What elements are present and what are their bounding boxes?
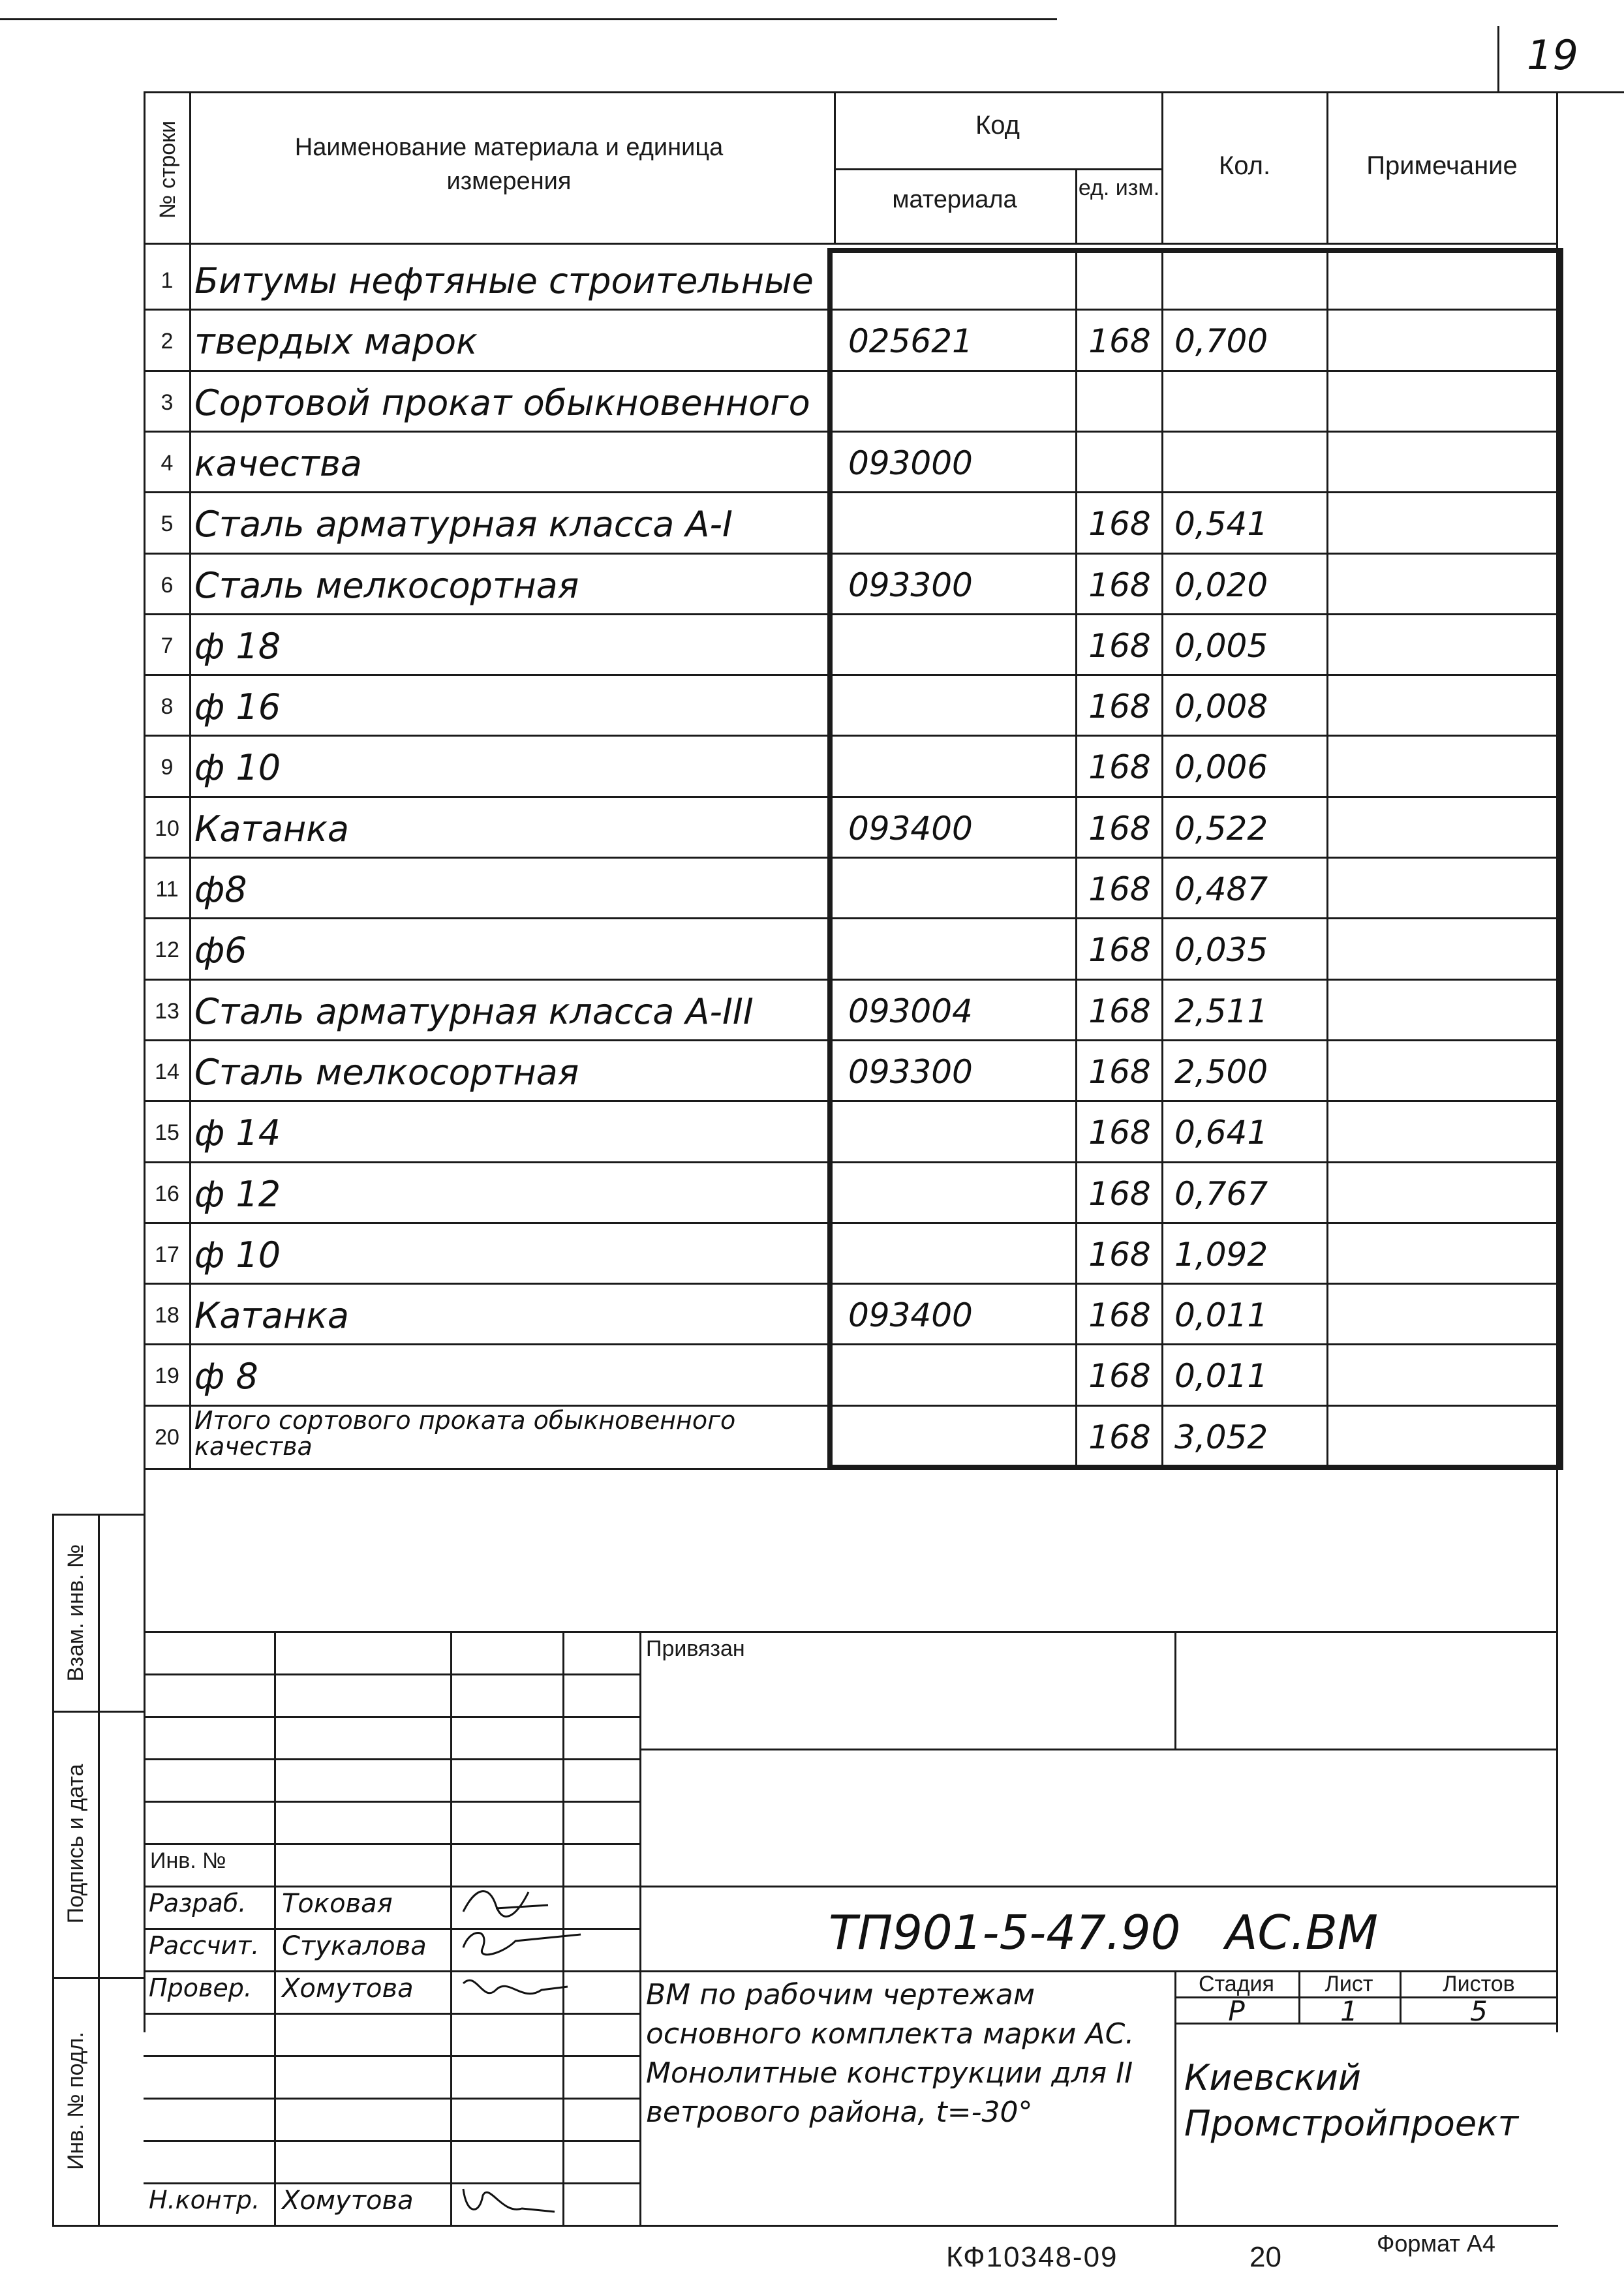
row-number: 4 bbox=[161, 451, 174, 476]
row-number: 16 bbox=[155, 1182, 179, 1206]
row-unit: 168 bbox=[1088, 1236, 1151, 1274]
row-qty: 0,641 bbox=[1174, 1114, 1268, 1152]
row-separator bbox=[144, 1161, 1558, 1163]
row-material: Сталь арматурная класса А-III bbox=[194, 991, 754, 1032]
row-code bbox=[848, 494, 1070, 551]
privyazan-label: Привязан bbox=[646, 1636, 745, 1661]
row-unit bbox=[1078, 251, 1161, 307]
row-qty: 1,092 bbox=[1174, 1236, 1268, 1274]
footer-number: 20 bbox=[1249, 2241, 1281, 2273]
row-number: 12 bbox=[155, 938, 179, 962]
prover-role: Провер. bbox=[149, 1974, 252, 2002]
row-material: ф 8 bbox=[194, 1356, 258, 1397]
row-number: 3 bbox=[161, 390, 174, 415]
row-separator bbox=[144, 1283, 1558, 1285]
row-qty bbox=[1174, 251, 1325, 307]
row-qty: 2,500 bbox=[1174, 1053, 1268, 1091]
row-separator bbox=[144, 1343, 1558, 1345]
row-material: ф 10 bbox=[194, 747, 281, 788]
row-code: 093400 bbox=[848, 810, 973, 848]
header-code: Код bbox=[975, 111, 1020, 140]
row-unit: 168 bbox=[1088, 505, 1151, 543]
row-separator bbox=[144, 370, 1558, 372]
row-code bbox=[848, 1407, 1070, 1464]
doc-code: ТП901-5-47.90 АС.ВМ bbox=[829, 1905, 1379, 1960]
row-number: 17 bbox=[155, 1242, 179, 1267]
row-qty: 0,035 bbox=[1174, 931, 1268, 969]
row-separator bbox=[144, 857, 1558, 859]
row-code bbox=[848, 920, 1070, 977]
row-unit: 168 bbox=[1088, 566, 1151, 604]
row-qty bbox=[1174, 433, 1325, 490]
row-code bbox=[848, 251, 1070, 307]
row-unit: 168 bbox=[1088, 627, 1151, 665]
prover-name: Хомутова bbox=[282, 1974, 414, 2004]
row-qty: 3,052 bbox=[1174, 1418, 1268, 1456]
row-code: 093400 bbox=[848, 1296, 973, 1334]
row-number: 15 bbox=[155, 1120, 179, 1145]
signature-2 bbox=[457, 1921, 587, 1967]
row-number: 18 bbox=[155, 1303, 179, 1328]
page-number: 19 bbox=[1527, 31, 1578, 79]
row-unit: 168 bbox=[1088, 1357, 1151, 1395]
row-separator bbox=[144, 431, 1558, 433]
header-row-number: № строки bbox=[155, 120, 180, 219]
row-unit: 168 bbox=[1088, 1296, 1151, 1334]
row-code bbox=[848, 616, 1070, 673]
row-separator bbox=[144, 553, 1558, 555]
row-unit: 168 bbox=[1088, 870, 1151, 908]
row-material: ф 16 bbox=[194, 686, 281, 727]
row-material: Сталь мелкосортная bbox=[194, 1052, 579, 1093]
row-qty bbox=[1174, 373, 1325, 429]
row-code: 093000 bbox=[848, 444, 973, 482]
row-unit: 168 bbox=[1088, 1418, 1151, 1456]
row-unit: 168 bbox=[1088, 748, 1151, 786]
row-unit: 168 bbox=[1088, 931, 1151, 969]
row-unit: 168 bbox=[1088, 992, 1151, 1030]
row-material: Битумы нефтяные строительные bbox=[194, 260, 814, 301]
row-number: 11 bbox=[155, 877, 179, 902]
row-number: 8 bbox=[161, 694, 174, 719]
row-code bbox=[848, 1225, 1070, 1281]
row-number: 5 bbox=[161, 512, 174, 536]
row-unit: 168 bbox=[1088, 810, 1151, 848]
organization: Киевский Промстройпроект bbox=[1184, 2057, 1519, 2144]
row-unit: 168 bbox=[1088, 322, 1151, 360]
archive-number: КФ10348-09 bbox=[946, 2241, 1118, 2273]
row-code bbox=[848, 737, 1070, 794]
row-separator bbox=[144, 491, 1558, 493]
inv-no-label: Инв. № bbox=[150, 1848, 226, 1873]
row-code bbox=[848, 1346, 1070, 1403]
row-qty: 0,006 bbox=[1174, 748, 1268, 786]
row-qty: 0,522 bbox=[1174, 810, 1268, 848]
sheets-label: Листов bbox=[1443, 1972, 1515, 1996]
row-unit: 168 bbox=[1088, 688, 1151, 726]
row-separator bbox=[144, 1405, 1558, 1407]
row-separator bbox=[144, 1039, 1558, 1041]
row-qty: 0,487 bbox=[1174, 870, 1268, 908]
row-code bbox=[848, 373, 1070, 429]
row-material: Катанка bbox=[194, 808, 349, 849]
row-code: 093300 bbox=[848, 566, 973, 604]
row-separator bbox=[144, 1222, 1558, 1224]
row-code bbox=[848, 677, 1070, 733]
nkontr-name: Хомутова bbox=[282, 2186, 414, 2216]
sheet-label: Лист bbox=[1325, 1972, 1373, 1996]
nkontr-role: Н.контр. bbox=[149, 2186, 260, 2214]
sheet-value: 1 bbox=[1340, 1995, 1358, 2027]
row-qty: 0,005 bbox=[1174, 627, 1268, 665]
row-unit bbox=[1078, 373, 1161, 429]
row-material: ф 12 bbox=[194, 1174, 281, 1215]
header-code-unit: ед. изм. bbox=[1078, 176, 1160, 200]
side-label-podpis: Подпись и дата bbox=[63, 1764, 88, 1924]
row-number: 2 bbox=[161, 329, 174, 354]
row-separator bbox=[144, 309, 1558, 311]
row-qty: 0,767 bbox=[1174, 1175, 1268, 1213]
row-material: твердых марок bbox=[194, 321, 478, 362]
format-label: Формат А4 bbox=[1377, 2230, 1495, 2257]
rasschit-name: Стукалова bbox=[282, 1931, 427, 1961]
row-separator bbox=[144, 674, 1558, 676]
row-unit bbox=[1078, 433, 1161, 490]
row-material: Сортовой прокат обыкновенного bbox=[194, 382, 810, 423]
row-material: ф6 bbox=[194, 930, 247, 971]
row-material: качества bbox=[194, 443, 362, 484]
row-number: 20 bbox=[155, 1425, 179, 1450]
row-qty: 0,008 bbox=[1174, 688, 1268, 726]
row-number: 14 bbox=[155, 1060, 179, 1084]
row-material: ф8 bbox=[194, 869, 247, 910]
row-qty: 0,011 bbox=[1174, 1296, 1268, 1334]
stage-label: Стадия bbox=[1199, 1972, 1274, 1996]
signature-3 bbox=[457, 1964, 574, 2009]
row-code bbox=[848, 1164, 1070, 1221]
row-number: 1 bbox=[161, 268, 174, 293]
row-qty: 0,700 bbox=[1174, 322, 1268, 360]
signature-4 bbox=[457, 2176, 561, 2225]
razrab-role: Разраб. bbox=[149, 1889, 247, 1918]
row-code: 025621 bbox=[848, 322, 973, 360]
row-qty: 0,011 bbox=[1174, 1357, 1268, 1395]
row-number: 7 bbox=[161, 634, 174, 658]
row-number: 6 bbox=[161, 573, 174, 598]
row-qty: 0,020 bbox=[1174, 566, 1268, 604]
row-separator bbox=[144, 917, 1558, 919]
row-material: Сталь мелкосортная bbox=[194, 565, 579, 606]
row-code bbox=[848, 859, 1070, 916]
header-name: Наименование материала и единица измерения bbox=[294, 134, 724, 195]
row-code: 093300 bbox=[848, 1053, 973, 1091]
side-label-inv: Инв. № подл. bbox=[63, 2032, 88, 2170]
row-unit: 168 bbox=[1088, 1175, 1151, 1213]
row-unit: 168 bbox=[1088, 1053, 1151, 1091]
row-material: Итого сортового проката обыкновенного качества bbox=[194, 1407, 736, 1461]
row-material: ф 14 bbox=[194, 1112, 281, 1154]
signature-1 bbox=[457, 1879, 561, 1925]
row-separator bbox=[144, 796, 1558, 798]
row-separator bbox=[144, 735, 1558, 737]
rasschit-role: Рассчит. bbox=[149, 1931, 260, 1960]
header-note: Примечание bbox=[1366, 151, 1518, 180]
row-number: 19 bbox=[155, 1364, 179, 1388]
row-number: 10 bbox=[155, 816, 179, 841]
row-qty: 0,541 bbox=[1174, 505, 1268, 543]
row-material: ф 10 bbox=[194, 1234, 281, 1276]
row-material: Катанка bbox=[194, 1295, 349, 1336]
header-code-material: материала bbox=[892, 186, 1017, 213]
razrab-name: Токовая bbox=[282, 1889, 393, 1919]
row-qty: 2,511 bbox=[1174, 992, 1268, 1030]
header-qty: Кол. bbox=[1218, 151, 1271, 180]
row-material: Сталь арматурная класса А-I bbox=[194, 504, 733, 545]
row-number: 9 bbox=[161, 755, 174, 780]
row-separator bbox=[144, 1100, 1558, 1102]
row-material: ф 18 bbox=[194, 626, 281, 667]
row-number: 13 bbox=[155, 999, 179, 1024]
row-code bbox=[848, 1103, 1070, 1159]
row-code: 093004 bbox=[848, 992, 973, 1030]
stage-value: Р bbox=[1228, 1995, 1245, 2027]
side-label-vzam: Взам. инв. № bbox=[63, 1544, 88, 1682]
sheets-value: 5 bbox=[1470, 1995, 1488, 2027]
description: ВМ по рабочим чертежам основного комплекта марки АС. Монолитные конструкции для II ветрового района, t=-30° bbox=[646, 1978, 1135, 2129]
row-unit: 168 bbox=[1088, 1114, 1151, 1152]
row-separator bbox=[144, 613, 1558, 615]
row-separator bbox=[144, 979, 1558, 981]
